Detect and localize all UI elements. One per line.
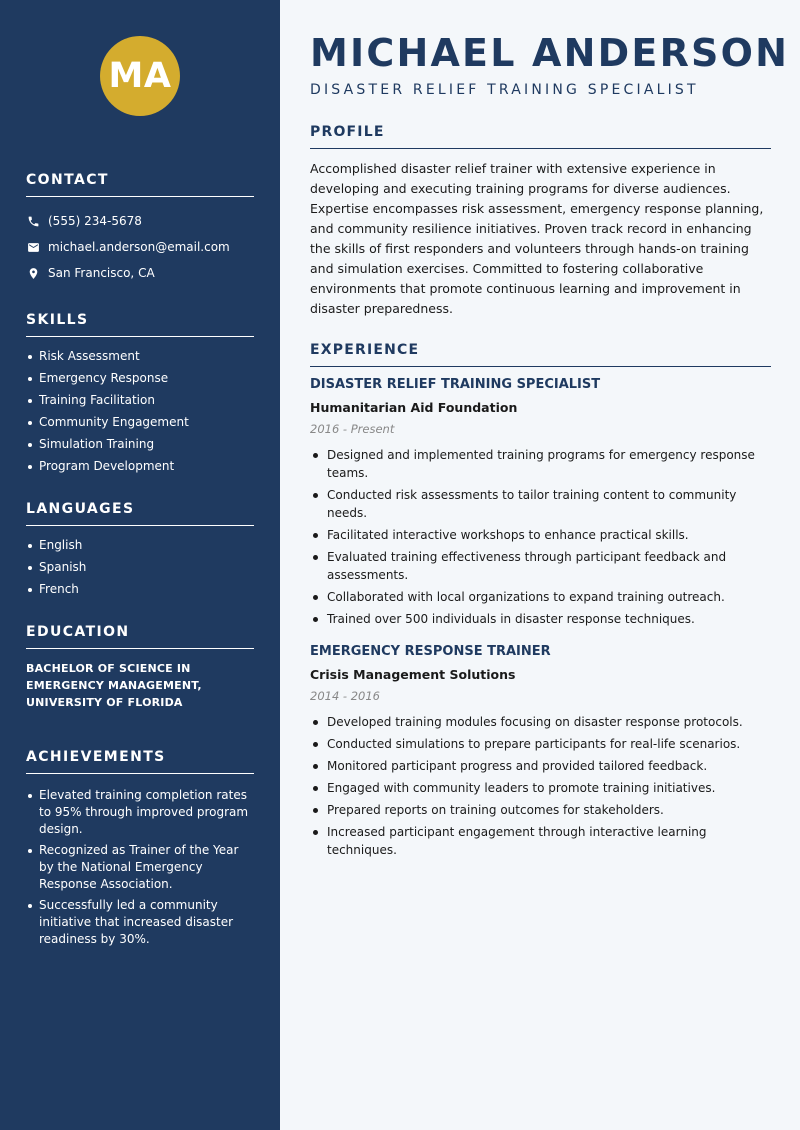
achievement-item: Recognized as Trainer of the Year by the National Emergency Response Association. <box>26 842 254 893</box>
job-bullets <box>310 713 771 859</box>
languages-list <box>26 537 254 598</box>
job-bullets <box>310 446 771 628</box>
job-title: DISASTER RELIEF TRAINING SPECIALIST <box>310 377 601 392</box>
skill-item: Community Engagement <box>26 414 254 431</box>
contact-phone <box>26 208 254 234</box>
job-period: 2014 - 2016 <box>310 689 380 703</box>
job-bullet: Trained over 500 individuals in disaster response techniques. <box>310 610 771 628</box>
profile-text: Accomplished disaster relief trainer with extensive experience in developing and executing training programs for diverse audiences. Expertise encompasses risk assessment, emergency response planning, and community resilience initiatives. Proven track record in enhancing the skills of first responders and volunteers through hands-on training and simulation exercises. Committed to fostering collaborative environments that promote continuous learning and improvement in disaster preparedness. <box>310 161 764 316</box>
contact-location <box>26 260 254 286</box>
language-item: French <box>26 581 254 598</box>
achievement-item: Elevated training completion rates to 95% through improved program design. <box>26 787 254 838</box>
job-bullet: Designed and implemented training programs for emergency response teams. <box>310 446 771 482</box>
skill-item: Program Development <box>26 458 254 475</box>
contact-heading: CONTACT <box>26 172 254 197</box>
skills-list <box>26 348 254 475</box>
avatar: MA <box>100 36 180 116</box>
education-section <box>26 624 254 711</box>
job-title: EMERGENCY RESPONSE TRAINER <box>310 644 551 659</box>
job-entry <box>310 644 771 859</box>
job-bullet: Prepared reports on training outcomes for stakeholders. <box>310 801 771 819</box>
phone-icon <box>26 214 40 228</box>
contact-location-text: San Francisco, CA <box>48 266 155 280</box>
job-entry <box>310 377 771 628</box>
experience-section <box>310 342 771 859</box>
job-bullet: Conducted simulations to prepare participants for real-life scenarios. <box>310 735 771 753</box>
contact-email-text[interactable]: michael.anderson@email.com <box>48 240 230 254</box>
contact-section <box>26 172 254 286</box>
sidebar <box>0 0 280 1130</box>
contact-phone-text[interactable]: (555) 234-5678 <box>48 214 142 228</box>
job-bullet: Facilitated interactive workshops to enhance practical skills. <box>310 526 771 544</box>
job-bullet: Increased participant engagement through interactive learning techniques. <box>310 823 771 859</box>
languages-heading: LANGUAGES <box>26 501 254 526</box>
job-bullet: Evaluated training effectiveness through participant feedback and assessments. <box>310 548 771 584</box>
skill-item: Risk Assessment <box>26 348 254 365</box>
job-period: 2016 - Present <box>310 422 395 436</box>
job-bullet: Monitored participant progress and provided tailored feedback. <box>310 757 771 775</box>
achievements-heading: ACHIEVEMENTS <box>26 749 254 774</box>
profile-section <box>310 124 771 319</box>
candidate-name: MICHAEL ANDERSON <box>310 31 790 75</box>
candidate-title: DISASTER RELIEF TRAINING SPECIALIST <box>310 82 699 98</box>
job-bullet: Developed training modules focusing on disaster response protocols. <box>310 713 771 731</box>
skill-item: Training Facilitation <box>26 392 254 409</box>
contact-email <box>26 234 254 260</box>
education-heading: EDUCATION <box>26 624 254 649</box>
achievement-item: Successfully led a community initiative that increased disaster readiness by 30%. <box>26 897 254 948</box>
job-bullet: Engaged with community leaders to promote training initiatives. <box>310 779 771 797</box>
achievements-section <box>26 749 254 948</box>
job-company: Humanitarian Aid Foundation <box>310 400 518 415</box>
job-company: Crisis Management Solutions <box>310 667 516 682</box>
skill-item: Emergency Response <box>26 370 254 387</box>
job-bullet: Conducted risk assessments to tailor training content to community needs. <box>310 486 771 522</box>
skills-section <box>26 312 254 475</box>
language-item: English <box>26 537 254 554</box>
skills-heading: SKILLS <box>26 312 254 337</box>
education-degree: BACHELOR OF SCIENCE IN EMERGENCY MANAGEMENT, UNIVERSITY OF FLORIDA <box>26 662 202 709</box>
main-content <box>280 0 800 1130</box>
profile-heading: PROFILE <box>310 124 771 149</box>
skill-item: Simulation Training <box>26 436 254 453</box>
languages-section <box>26 501 254 598</box>
language-item: Spanish <box>26 559 254 576</box>
achievements-list <box>26 787 254 948</box>
job-bullet: Collaborated with local organizations to expand training outreach. <box>310 588 771 606</box>
experience-heading: EXPERIENCE <box>310 342 771 367</box>
location-icon <box>26 266 40 280</box>
email-icon <box>26 240 40 254</box>
